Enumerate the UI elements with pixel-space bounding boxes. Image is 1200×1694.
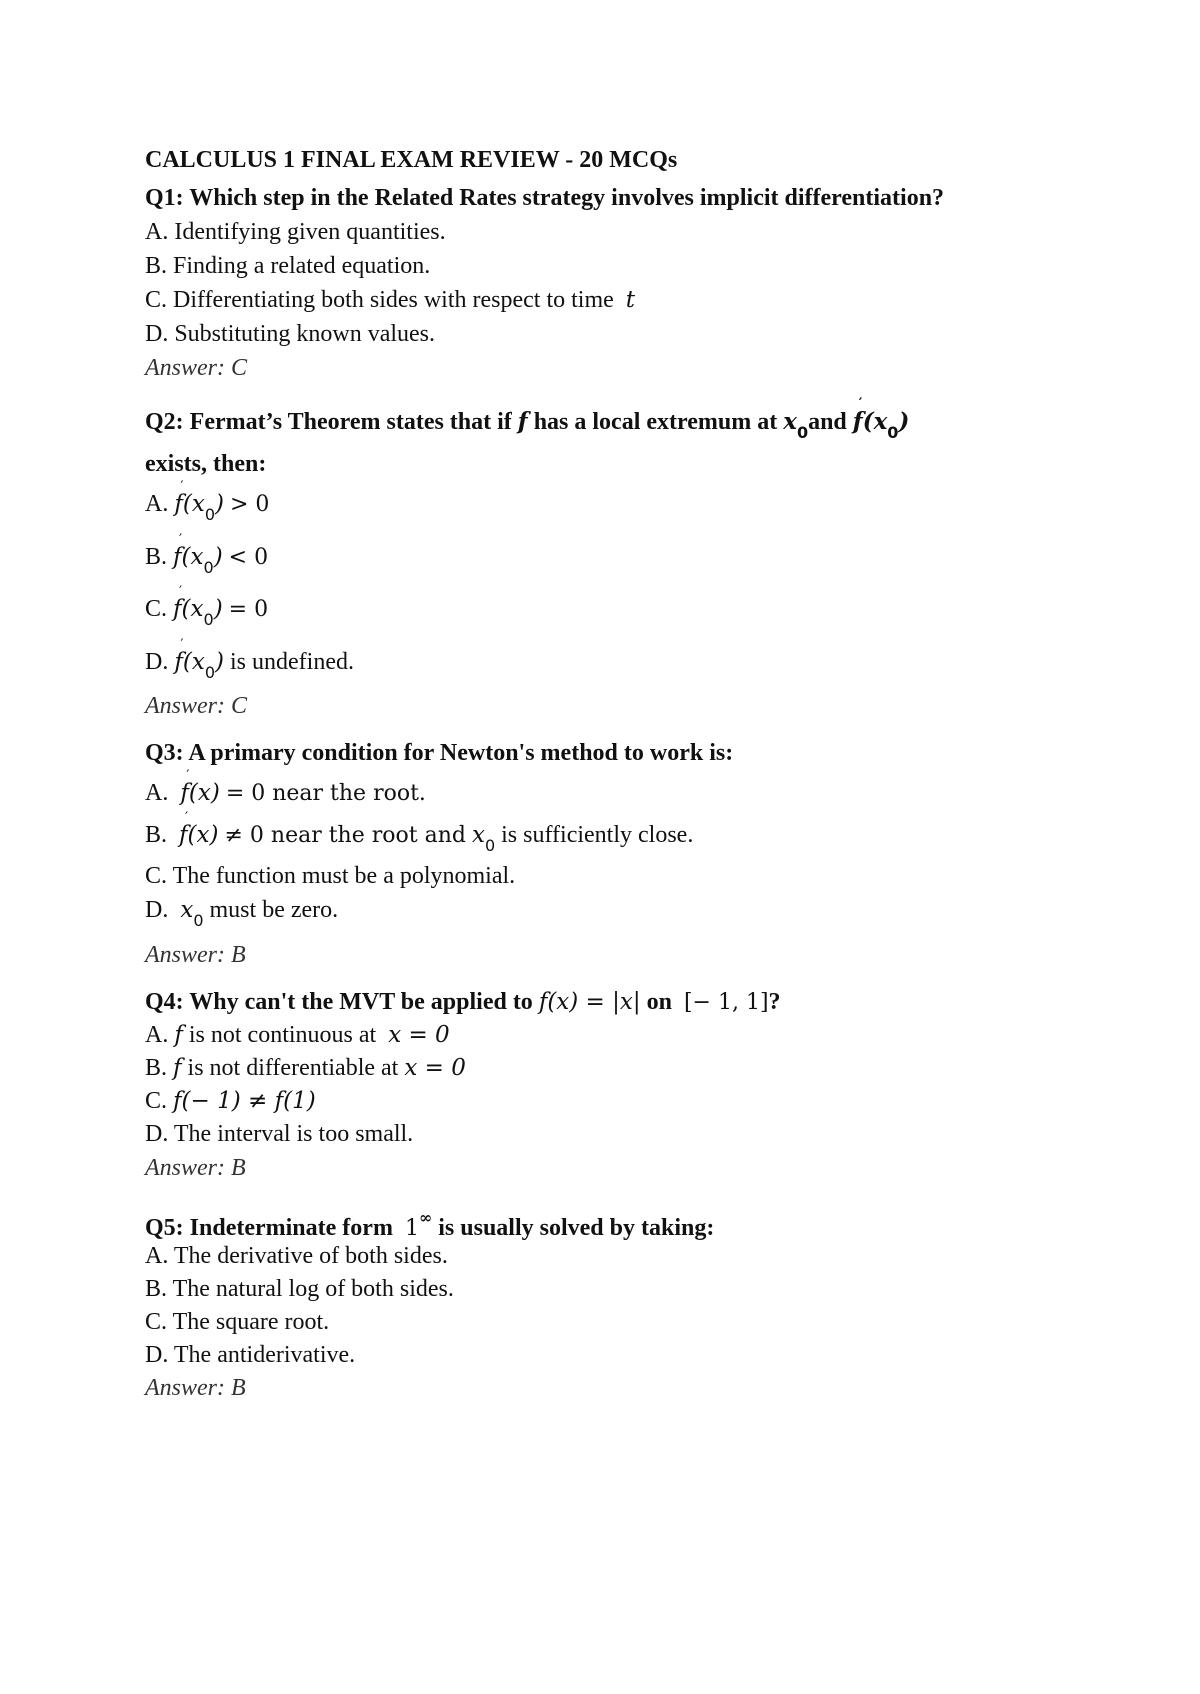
f-prime-symbol: f ′ <box>179 810 189 848</box>
q3-option-d: D. x0 must be zero. <box>145 897 339 930</box>
q1-answer: Answer: C <box>145 355 247 381</box>
q2-question-and: and <box>808 409 847 435</box>
q1-option-b: B. Finding a related equation. <box>145 253 431 279</box>
q2-question-line1: Q2: Fermat’s Theorem states that if f has a local extremum at x0and f ′ (x0) <box>145 396 910 442</box>
q2-f: f <box>517 408 528 435</box>
f-prime-symbol: f ′ <box>173 532 183 570</box>
q3-option-b: B. f ′ (x) ≠ 0 near the root and x0 is sufficiently close. <box>145 810 694 855</box>
q5-option-b: B. The natural log of both sides. <box>145 1276 454 1302</box>
q1-option-d: D. Substituting known values. <box>145 321 436 347</box>
q1-question: Q1: Which step in the Related Rates strategy involves implicit differentiation? <box>145 185 945 211</box>
q3-option-c: C. The function must be a polynomial. <box>145 863 516 889</box>
f-prime-symbol: f ′ <box>180 768 190 806</box>
q2-x: x <box>783 408 797 435</box>
q3-answer: Answer: B <box>145 942 246 968</box>
q5-option-a: A. The derivative of both sides. <box>145 1243 448 1269</box>
q4-option-d: D. The interval is too small. <box>145 1121 414 1147</box>
q1-option-c-var: t <box>625 287 636 313</box>
q4-answer: Answer: B <box>145 1155 246 1181</box>
q4-option-c: C. f(− 1) ≠ f(1) <box>145 1088 316 1114</box>
q3-option-a: A. f ′ (x) = 0 near the root. <box>145 768 426 806</box>
q2-question-line2: exists, then: <box>145 451 267 477</box>
q2-x-sub: 0 <box>796 423 809 442</box>
q2-answer: Answer: C <box>145 693 247 719</box>
q4-option-a: A. f is not continuous at x = 0 <box>145 1022 450 1048</box>
q4-question: Q4: Why can't the MVT be applied to f(x) = |x| on [− 1, 1]? <box>145 989 781 1015</box>
q2-option-a: A. f ′ (x0) > 0 <box>145 479 270 524</box>
page-title: CALCULUS 1 FINAL EXAM REVIEW - 20 MCQs <box>145 147 678 173</box>
f-prime-symbol: f ′ <box>173 584 183 622</box>
q1-option-c-text: C. Differentiating both sides with respect to time <box>145 287 614 313</box>
q5-option-c: C. The square root. <box>145 1309 330 1335</box>
q2-question-pre: Q2: Fermat’s Theorem states that if <box>145 409 512 435</box>
q1-option-c <box>145 288 635 312</box>
q2-option-c: C. f ′ (x0) = 0 <box>145 584 269 629</box>
q1-option-a: A. Identifying given quantities. <box>145 219 446 245</box>
q2-fprime: f ′ <box>852 396 863 435</box>
q2-option-b: B. f ′ (x0) < 0 <box>145 532 269 577</box>
f-prime-symbol: f ′ <box>174 479 184 517</box>
q5-answer: Answer: B <box>145 1375 246 1401</box>
q4-option-b: B. f is not differentiable at x = 0 <box>145 1055 466 1081</box>
q2-question-mid: has a local extremum at <box>533 409 778 435</box>
q2-option-d: D. f ′ (x0) is undefined. <box>145 637 354 682</box>
q5-question: Q5: Indeterminate form 1∞ is usually solved by taking: <box>145 1208 715 1241</box>
q5-option-d: D. The antiderivative. <box>145 1342 356 1368</box>
f-prime-symbol: f ′ <box>174 637 184 675</box>
q3-question: Q3: A primary condition for Newton's method to work is: <box>145 740 734 766</box>
